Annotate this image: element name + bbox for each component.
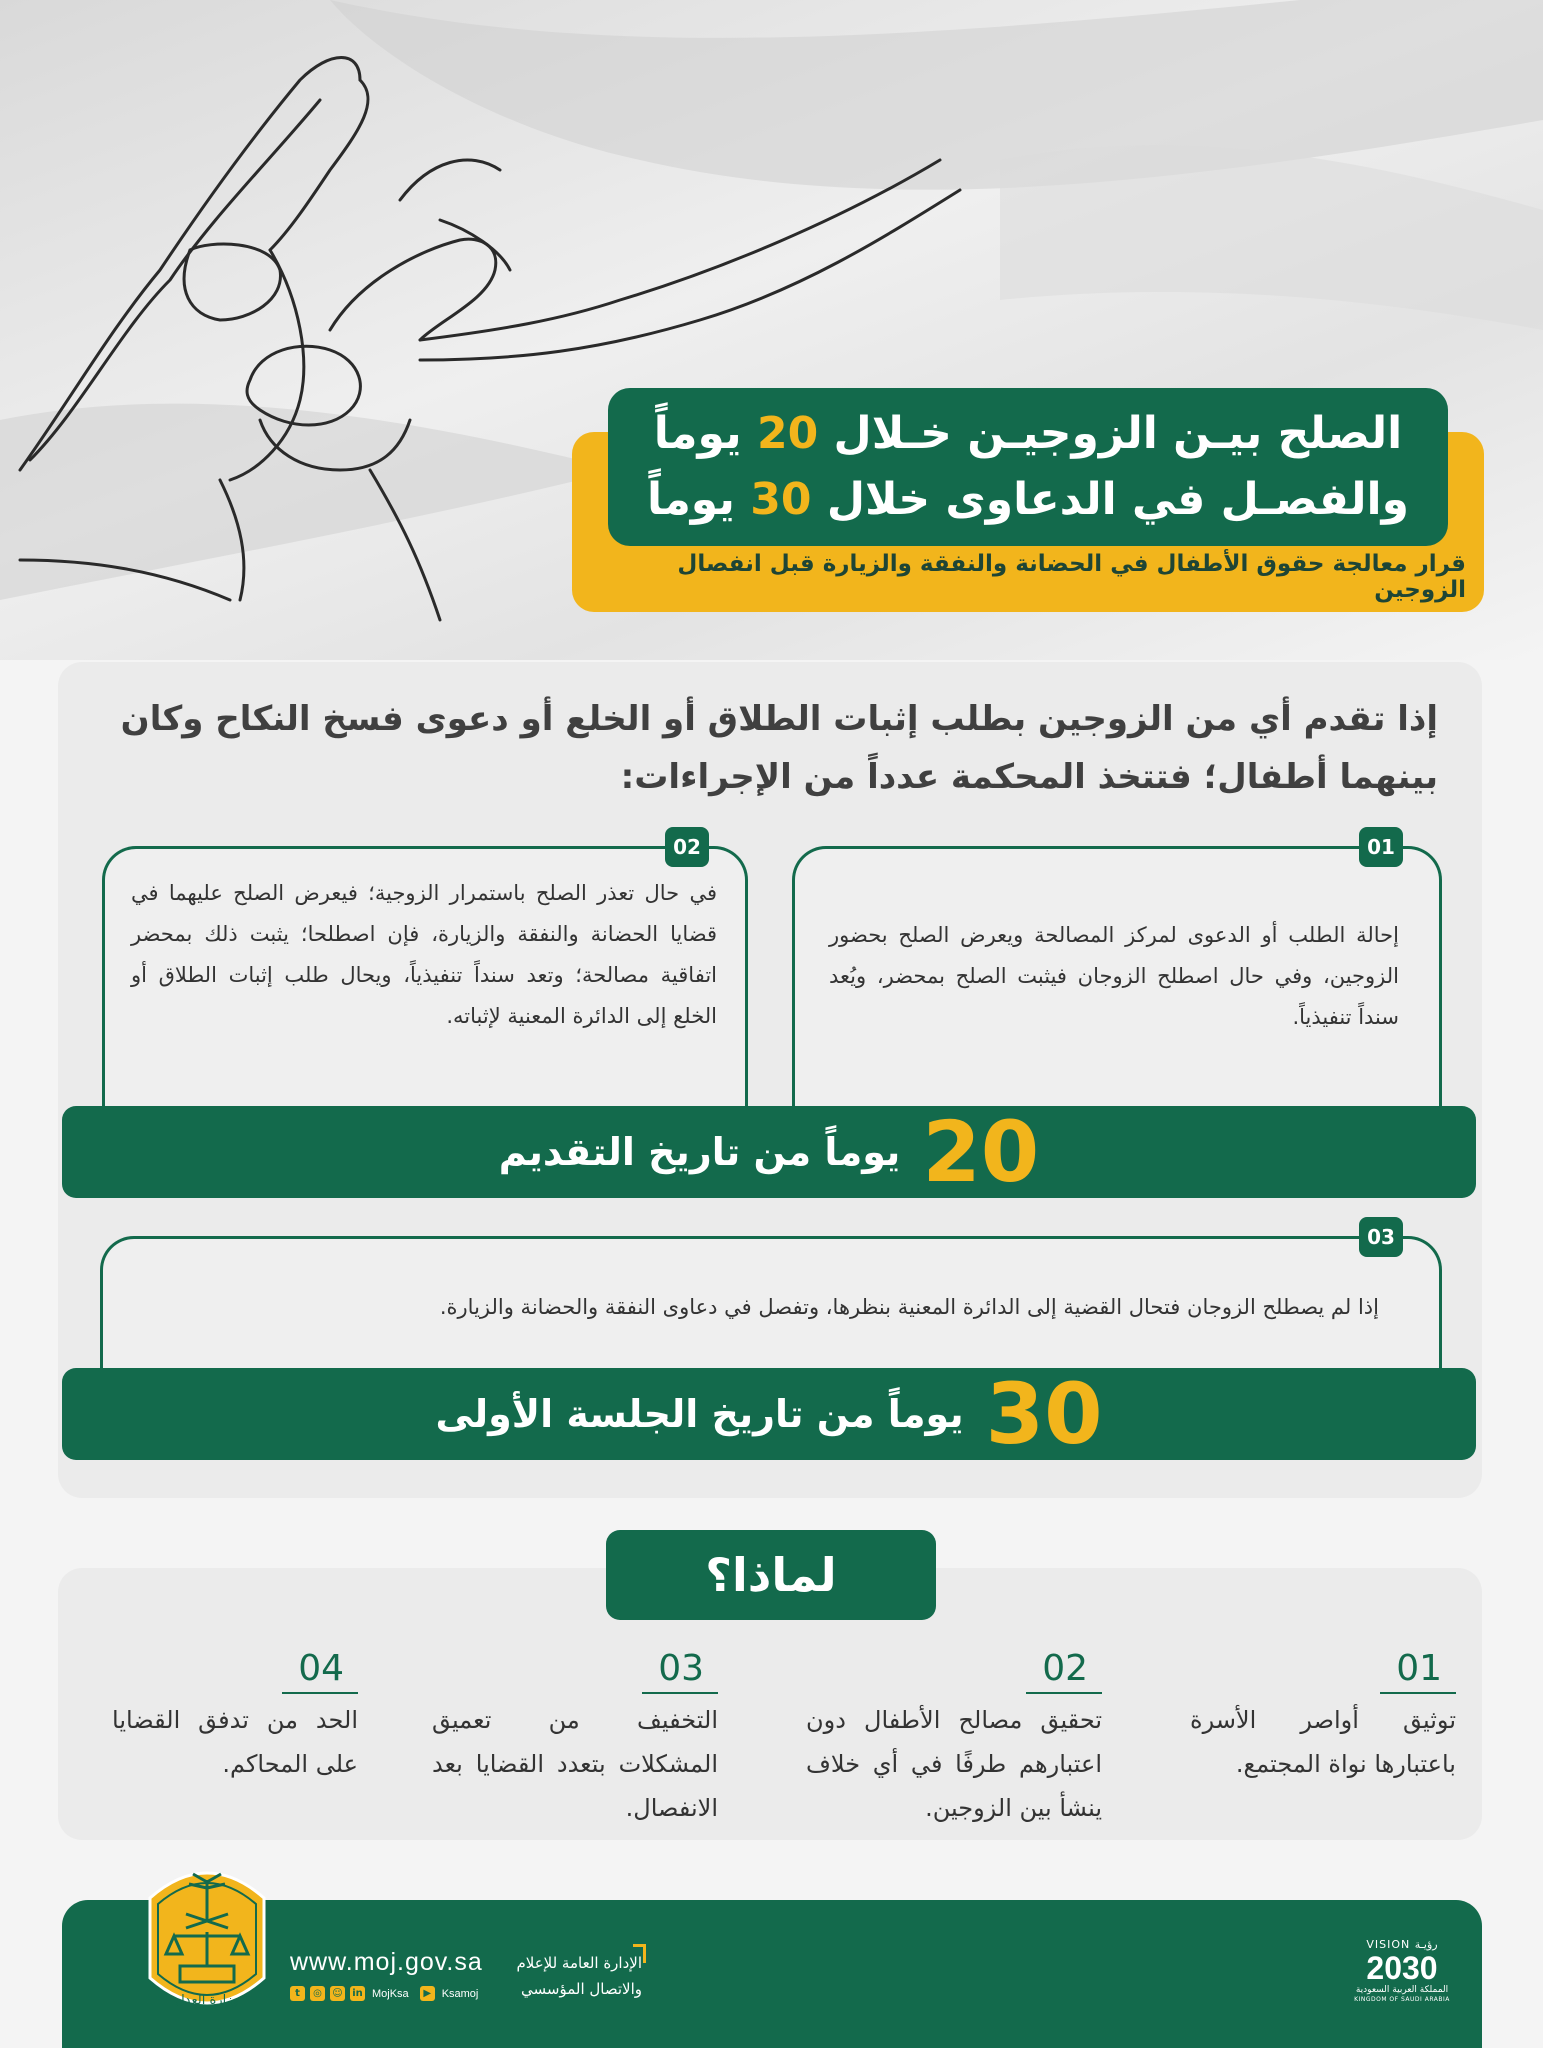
svg-text:وزارة العدل: وزارة العدل (175, 1993, 239, 2008)
reason-text-03: التخفيف من تعميق المشكلات بتعدد القضايا بعد الانفصال. (432, 1706, 718, 1822)
reason-rule (282, 1692, 358, 1694)
duration-label-30: يوماً من تاريخ الجلسة الأولى (435, 1392, 964, 1436)
subtitle: قرار معالجة حقوق الأطفال في الحضانة والنفقة والزيارة قبل انفصال الزوجين (677, 551, 1466, 603)
twitter-icon[interactable]: t (290, 1986, 305, 2001)
reason-text-01: توثيق أواصر الأسرة باعتبارها نواة المجتمع. (1190, 1706, 1456, 1778)
linkedin-icon[interactable]: in (350, 1986, 365, 2001)
step-number-01: 01 (1359, 827, 1403, 867)
reason-number-02: 02 (1042, 1648, 1088, 1689)
step-text-01: إحالة الطلب أو الدعوى لمركز المصالحة ويعرض الصلح بحضور الزوجين، وفي حال اصطلح الزوجان فيثبت الصلح بمحضر، ويُعد سنداً تنفيذياً. (829, 923, 1399, 1029)
social-handle-1: MojKsa (372, 1987, 409, 2000)
reason-text-04: الحد من تدفق القضايا على المحاكم. (112, 1706, 358, 1778)
reason-02 (806, 1648, 1102, 1822)
website-link[interactable]: www.moj.gov.sa (290, 1948, 483, 1976)
youtube-icon[interactable]: ▶ (420, 1986, 435, 2001)
reason-number-01: 01 (1396, 1648, 1442, 1689)
duration-number-20: 20 (922, 1103, 1040, 1201)
duration-label-20: يوماً من تاريخ التقديم (498, 1130, 901, 1174)
social-handle-2: Ksamoj (441, 1987, 479, 2000)
reason-04 (112, 1648, 358, 1818)
step-text-02: في حال تعذر الصلح باستمرار الزوجية؛ فيعرض الصلح عليهما في قضايا الحضانة والنفقة والزيارة، فإن اصطلحا؛ يثبت ذلك بمحضر اتفاقية مصالحة؛ وتعد سنداً تنفيذياً، ويحال طلب إثبات الطلاق أو الخلع إلى الدائرة المعنية لإثباته. (131, 881, 717, 1028)
duration-band-30 (62, 1365, 1476, 1463)
vision-2030-logo: VISION رؤيـة 2030 المملكة العربية السعودية KINGDOM OF SAUDI ARABIA (1354, 1938, 1450, 2003)
title-line-1: الصلح بيـن الزوجيـن خـلال 20 يوماً (653, 408, 1403, 459)
ministry-of-justice-logo-icon (140, 1858, 274, 2018)
department-name: الإدارة العامة للإعلام والاتصال المؤسسي (516, 1954, 642, 1998)
reason-01 (1190, 1648, 1456, 1818)
snapchat-icon[interactable]: ☺ (330, 1986, 345, 2001)
step-card-03 (100, 1225, 1442, 1371)
reason-rule (1380, 1692, 1456, 1694)
reason-03 (432, 1648, 718, 1822)
reason-rule (642, 1692, 718, 1694)
why-title: لماذا؟ (606, 1530, 936, 1620)
duration-band-20 (62, 1103, 1476, 1201)
step-number-03: 03 (1359, 1217, 1403, 1257)
instagram-icon[interactable]: ◎ (310, 1986, 325, 2001)
title-number-30: 30 (750, 474, 812, 525)
social-links (290, 1986, 484, 2001)
step-card-02 (102, 835, 748, 1109)
title-number-20: 20 (756, 408, 819, 459)
title-line-2: والفصـل في الدعاوى خلال 30 يوماً (647, 474, 1409, 525)
step-text-03: إذا لم يصطلح الزوجان فتحال القضية إلى الدائرة المعنية بنظرها، وتفصل في دعاوى النفقة والحضانة والزيارة. (439, 1295, 1379, 1319)
reason-rule (1026, 1692, 1102, 1694)
duration-number-30: 30 (985, 1365, 1103, 1463)
step-number-02: 02 (665, 827, 709, 867)
intro-text: إذا تقدم أي من الزوجين بطلب إثبات الطلاق أو الخلع أو دعوى فسخ النكاح وكان بينهما أطفال؛ فتتخذ المحكمة عدداً من الإجراءات: (120, 699, 1438, 797)
reason-number-03: 03 (658, 1648, 704, 1689)
hero-section (0, 0, 1543, 660)
footer (62, 1900, 1482, 2048)
step-card-01 (792, 835, 1442, 1109)
reason-text-02: تحقيق مصالح الأطفال دون اعتبارهم طرفًا في أي خلاف ينشأ بين الزوجين. (806, 1706, 1102, 1822)
reason-number-04: 04 (298, 1648, 344, 1689)
title-box (608, 388, 1448, 546)
